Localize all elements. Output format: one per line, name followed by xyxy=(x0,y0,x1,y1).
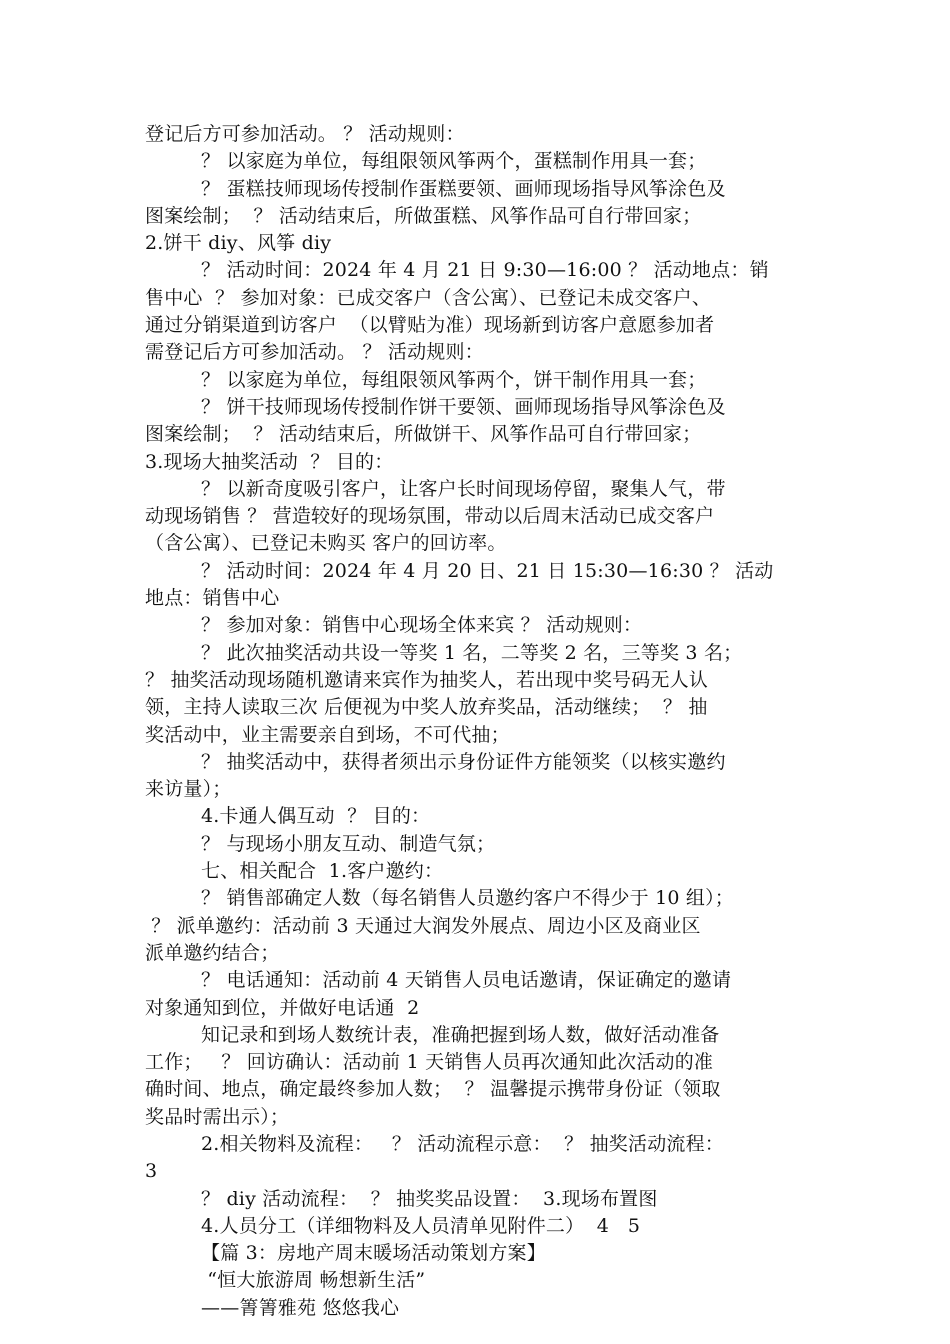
text-line: ？ 蛋糕技师现场传授制作蛋糕要领、画师现场指导风筝涂色及 xyxy=(201,177,726,200)
text-line: 2.饼干 diy、风筝 diy xyxy=(145,232,332,255)
text-line: 来访量）； xyxy=(145,778,232,801)
text-line: ？ 饼干技师现场传授制作饼干要领、画师现场指导风筝涂色及 xyxy=(201,395,726,418)
text-line: 【篇 3：房地产周末暖场活动策划方案】 xyxy=(201,1242,546,1265)
text-line: 需登记后方可参加活动。 ？ 活动规则： xyxy=(145,341,484,364)
text-line: 4.卡通人偶互动 ？ 目的： xyxy=(201,805,431,828)
text-line: ？ 活动时间：2024 年 4 月 21 日 9:30—16:00 ？ 活动地点：销 xyxy=(201,259,769,282)
text-line: 七、相关配合 1.客户邀约： xyxy=(201,860,444,883)
text-line: “恒大旅游周 畅想新生活” xyxy=(201,1269,426,1292)
text-line: ？ 以家庭为单位，每组限领风筝两个，蛋糕制作用具一套； xyxy=(201,150,707,173)
text-line: 工作； ？ 回访确认：活动前 1 天销售人员再次通知此次活动的准 xyxy=(145,1051,714,1074)
text-line: 4.人员分工（详细物料及人员清单见附件二） 4 5 xyxy=(201,1214,641,1237)
text-line: ？ 抽奖活动中，获得者须出示身份证件方能领奖（以核实邀约 xyxy=(201,750,726,773)
text-line: 3 xyxy=(145,1160,158,1183)
text-line: 通过分销渠道到访客户 （以臂贴为准）现场新到访客户意愿参加者 xyxy=(145,314,715,337)
text-line: 3.现场大抽奖活动 ？ 目的： xyxy=(145,450,394,473)
text-line: 登记后方可参加活动。 ？ 活动规则： xyxy=(145,123,465,145)
document-body xyxy=(145,121,813,1322)
text-line: 图案绘制； ？ 活动结束后，所做蛋糕、风筝作品可自行带回家； xyxy=(145,204,702,227)
text-line: 对象通知到位，并做好电话通 2 xyxy=(145,996,420,1019)
text-line: 知记录和到场人数统计表，准确把握到场人数，做好活动准备 xyxy=(201,1023,720,1046)
text-line: ？ 活动时间：2024 年 4 月 20 日、21 日 15:30—16:30 ？ 活动 xyxy=(201,559,774,582)
text-line: ？ 参加对象：销售中心现场全体来宾 ？ 活动规则： xyxy=(201,614,643,637)
text-line: 2.相关物料及流程： ？ 活动流程示意： ？ 抽奖活动流程： xyxy=(201,1132,725,1155)
text-line: 售中心 ？ 参加对象：已成交客户（含公寓）、已登记未成交客户、 xyxy=(145,286,712,309)
text-line: 派单邀约结合； xyxy=(145,941,280,964)
text-line: 确时间、地点，确定最终参加人数； ？ 温馨提示携带身份证（领取 xyxy=(145,1078,721,1101)
text-line: 领，主持人读取三次 后便视为中奖人放弃奖品，活动继续； ？ 抽 xyxy=(145,696,708,719)
text-line: ？ 与现场小朋友互动、制造气氛； xyxy=(201,832,496,855)
text-line: 图案绘制； ？ 活动结束后，所做饼干、风筝作品可自行带回家； xyxy=(145,423,702,446)
text-line: ？ 抽奖活动现场随机邀请来宾作为抽奖人，若出现中奖号码无人认 xyxy=(145,668,709,691)
text-line: 动现场销售 ？ 营造较好的现场氛围，带动以后周末活动已成交客户 xyxy=(145,505,715,528)
text-line: 奖品时需出示）； xyxy=(145,1105,290,1128)
text-line: ？ 以家庭为单位，每组限领风筝两个，饼干制作用具一套； xyxy=(201,368,707,391)
text-line: ？ diy 活动流程： ？ 抽奖奖品设置： 3.现场布置图 xyxy=(201,1187,658,1210)
text-line: ？ 以新奇度吸引客户，让客户长时间现场停留，聚集人气，带 xyxy=(201,477,726,500)
text-line: ？ 电话通知：活动前 4 天销售人员电话邀请，保证确定的邀请 xyxy=(201,969,732,992)
text-line: （含公寓）、已登记未购买 客户的回访率。 xyxy=(145,532,507,555)
text-line: 奖活动中，业主需要亲自到场，不可代抽； xyxy=(145,723,510,746)
text-line: ——箐箐雅苑 悠悠我心 xyxy=(201,1296,400,1319)
text-line: ？ 此次抽奖活动共设一等奖 1 名，二等奖 2 名，三等奖 3 名； xyxy=(201,641,743,664)
text-line: 地点：销售中心 xyxy=(145,587,280,610)
text-line: ？ 销售部确定人数（每名销售人员邀约客户不得少于 10 组）； xyxy=(201,887,734,910)
text-line: ？ 派单邀约：活动前 3 天通过大润发外展点、周边小区及商业区 xyxy=(145,914,701,937)
